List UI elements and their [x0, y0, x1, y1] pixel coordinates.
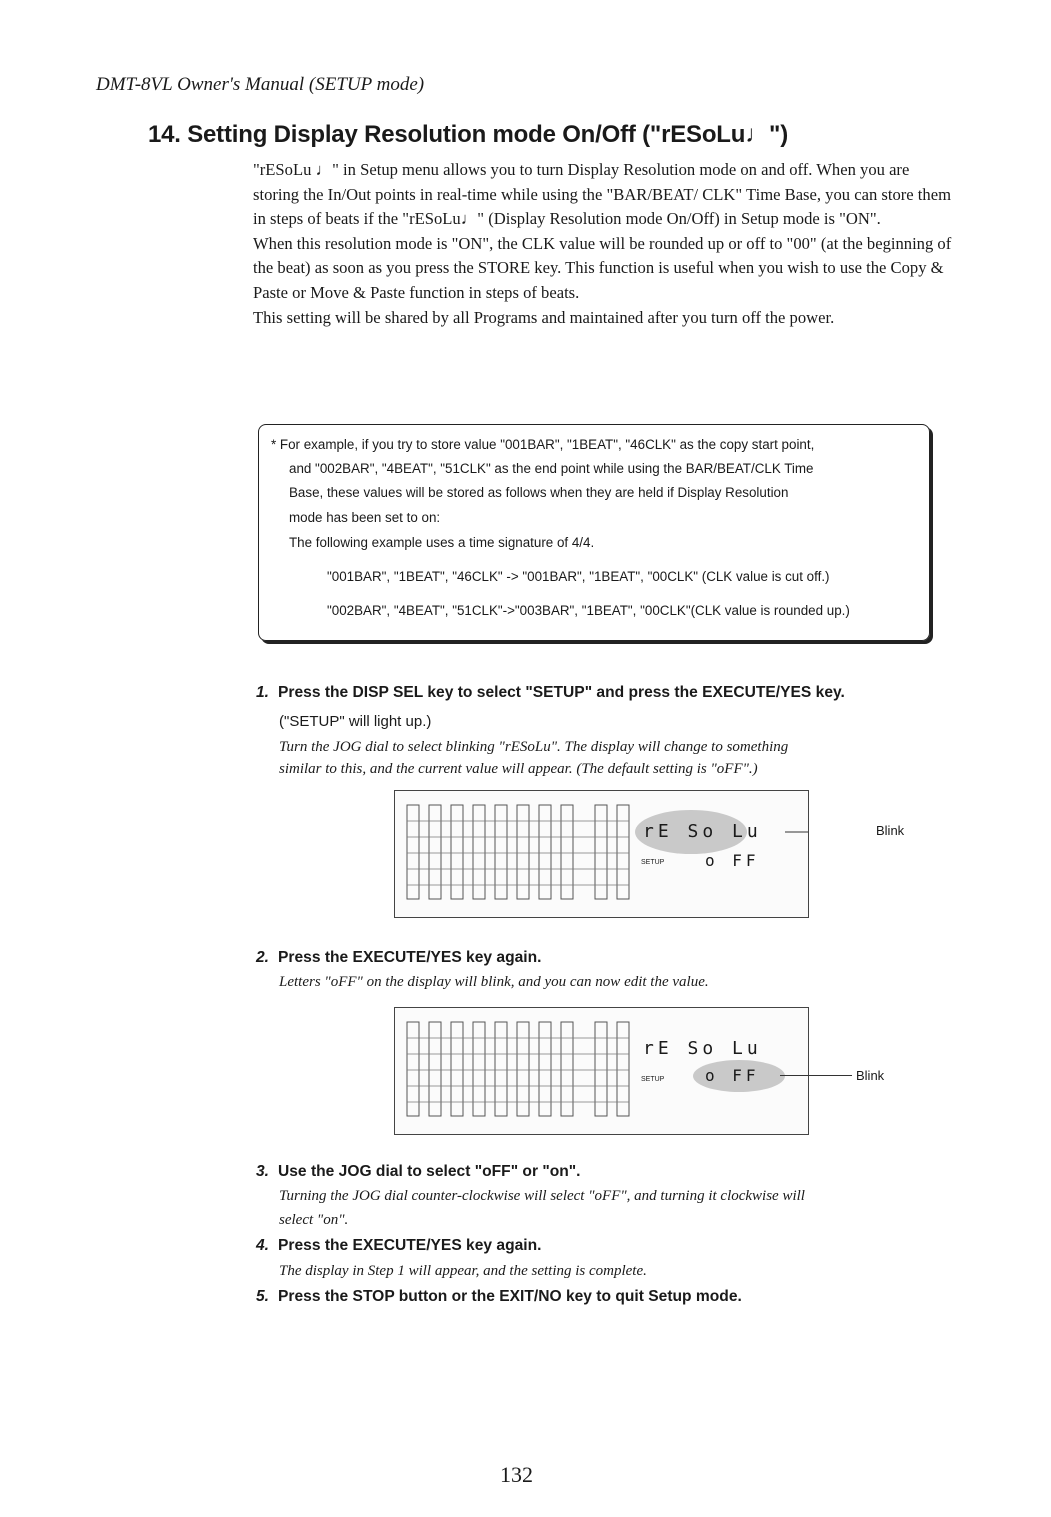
note-example-1: "001BAR", "1BEAT", "46CLK" -> "001BAR", "1BEAT", "00CLK" (CLK value is cut off.): [327, 569, 830, 584]
step-1-instr-1: Turn the JOG dial to select blinking "rESoLu". The display will change to something: [279, 739, 789, 755]
step-5-number: 5.: [256, 1288, 270, 1305]
display-1-top-text: rE So Lu: [643, 821, 762, 842]
lcd-display-2: [394, 1007, 809, 1135]
display-2-blink-callout: Blink: [856, 1068, 885, 1083]
note-line-3: Base, these values will be stored as follows when they are held if Display Resolution: [289, 485, 789, 500]
step-3-number: 3.: [256, 1163, 270, 1180]
intro-text: [253, 158, 958, 330]
display-1-blink-callout: Blink: [876, 823, 905, 838]
note-line-2: and "002BAR", "4BEAT", "51CLK" as the end point while using the BAR/BEAT/CLK Time: [289, 461, 814, 476]
display-2-callout-line: [780, 1075, 852, 1076]
step-1-number: 1.: [256, 684, 270, 701]
step-5-heading: [256, 1288, 742, 1306]
step-3-instr-1: Turning the JOG dial counter-clockwise will select "oFF", and turning it clockwise will: [279, 1188, 805, 1204]
intro-paragraph-1: "rESoLu ♩" in Setup menu allows you to turn Display Resolution mode on and off. When you are storing the In/Out points in real-time while using the "BAR/BEAT/ CLK" Time Base, you can store them in steps of beats if the "rESoLu♩" (Display Resolution mode On/Off) in Setup mode is "ON".: [253, 160, 951, 229]
step-1-sub: ("SETUP" will light up.): [279, 713, 432, 730]
step-3-instr-2: select "on".: [279, 1212, 349, 1228]
intro-paragraph-3: This setting will be shared by all Programs and maintained after you turn off the power.: [253, 307, 835, 327]
step-4-heading: [256, 1237, 541, 1255]
step-1-text: Press the DISP SEL key to select "SETUP" and press the EXECUTE/YES key.: [278, 684, 845, 701]
note-line-1: * For example, if you try to store value "001BAR", "1BEAT", "46CLK" as the copy start point,: [271, 437, 815, 452]
running-header: DMT-8VL Owner's Manual (SETUP mode): [96, 74, 425, 95]
step-1-heading: [256, 684, 845, 702]
note-line-5: The following example uses a time signature of 4/4.: [289, 535, 595, 550]
page-number: 132: [500, 1462, 533, 1487]
step-5-text: Press the STOP button or the EXIT/NO key to quit Setup mode.: [278, 1288, 742, 1305]
step-4-instr-1: The display in Step 1 will appear, and the setting is complete.: [279, 1263, 647, 1279]
section-title: 14. Setting Display Resolution mode On/Off ("rESoLu♩"): [148, 121, 789, 148]
display-2-top-text: rE So Lu: [643, 1038, 762, 1059]
step-2-text: Press the EXECUTE/YES key again.: [278, 949, 542, 966]
step-1-instr-2: similar to this, and the current value will appear. (The default setting is "oFF".): [279, 761, 758, 777]
note-example-2: "002BAR", "4BEAT", "51CLK"->"003BAR", "1BEAT", "00CLK"(CLK value is rounded up.): [327, 603, 850, 618]
example-note-box: [258, 424, 930, 641]
step-3-text: Use the JOG dial to select "oFF" or "on".: [278, 1163, 581, 1180]
step-2-heading: [256, 949, 541, 967]
intro-paragraph-2: When this resolution mode is "ON", the CLK value will be rounded up or off to "00" (at the beginning of the beat) as soon as you press the STORE key. This function is useful when you wish to use the Copy & Paste or Move & Paste function in steps of beats.: [253, 233, 952, 302]
step-2-number: 2.: [256, 949, 270, 966]
display-1-setup-label: SETUP: [641, 859, 665, 866]
step-4-number: 4.: [256, 1237, 270, 1254]
display-1-bottom-text: o FF: [705, 851, 760, 870]
lcd-display-1: [394, 790, 809, 918]
step-3-heading: [256, 1163, 581, 1181]
display-2-setup-label: SETUP: [641, 1076, 665, 1083]
note-line-4: mode has been set to on:: [289, 510, 441, 525]
display-2-bottom-text: o FF: [705, 1066, 760, 1085]
step-2-instr-1: Letters "oFF" on the display will blink, and you can now edit the value.: [279, 974, 709, 990]
step-4-text: Press the EXECUTE/YES key again.: [278, 1237, 542, 1254]
